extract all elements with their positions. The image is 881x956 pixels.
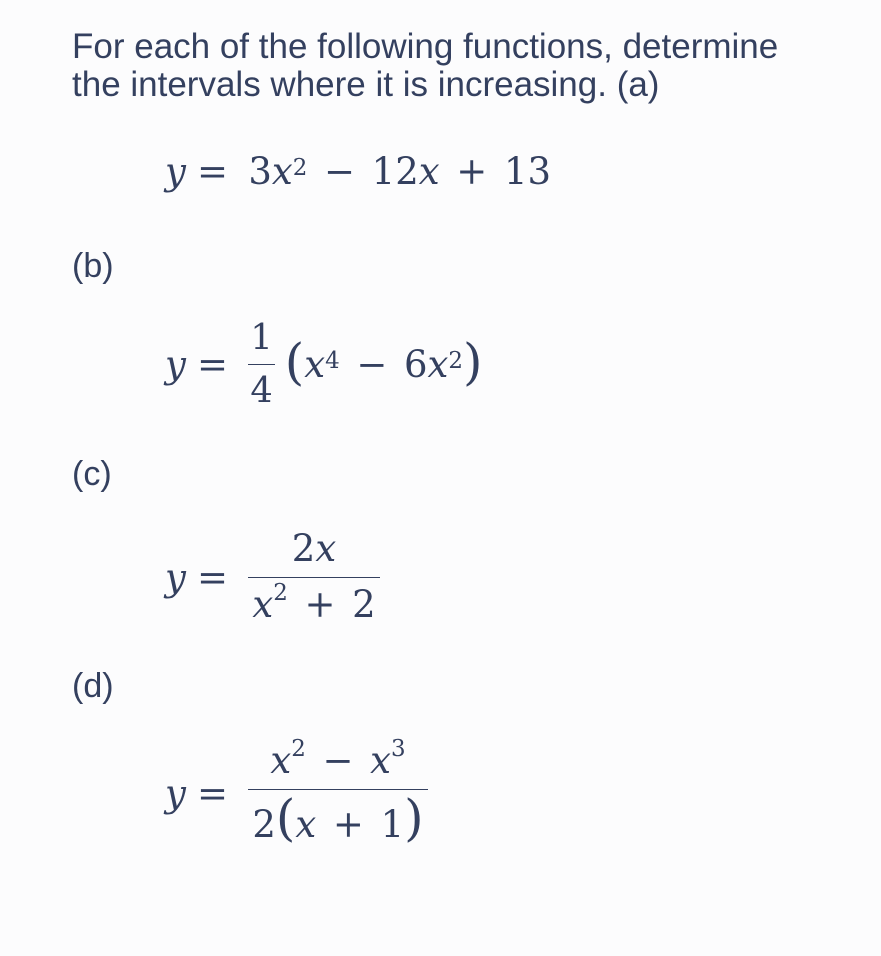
eq-d-den-coef: 2	[252, 802, 276, 846]
eq-d-close-paren: )	[404, 788, 424, 847]
eq-d-num-exp2: 3	[391, 736, 406, 763]
eq-a-var1: x	[271, 150, 293, 193]
eq-d-open-paren: (	[275, 788, 296, 847]
equation-b: y = $\frac{1}{4}$ ( x $^4$ − 6 x $^2$ )	[165, 317, 483, 412]
eq-d-num-var2: x	[370, 739, 391, 782]
part-label-d: (d)	[72, 667, 114, 705]
eq-b-fraction	[248, 318, 274, 412]
eq-c-den-exp: 2	[273, 579, 288, 606]
eq-a-minus: −	[324, 150, 356, 193]
eq-d-num-exp1: 2	[291, 736, 306, 763]
equation-a: y = 3 x $^2$ − 12 x + 13	[165, 150, 552, 193]
prompt-line-2: the intervals where it is increasing. (a)	[72, 65, 660, 104]
eq-b-equals: =	[197, 343, 229, 387]
eq-d-den-const: 1	[380, 802, 405, 846]
eq-c-equals: =	[197, 555, 229, 599]
eq-a-const: 13	[503, 150, 552, 193]
eq-b-coef2: 6	[403, 343, 428, 387]
eq-a-coef2: 12	[371, 150, 419, 193]
part-label-c: (c)	[72, 455, 112, 493]
eq-b-close-paren: )	[462, 332, 483, 391]
eq-c-numerator	[288, 528, 340, 577]
eq-b-lhs: y	[165, 343, 186, 387]
question-prompt	[72, 28, 862, 104]
eq-c-denominator	[248, 577, 379, 627]
eq-a-coef1: 3	[248, 150, 272, 193]
prompt-line-1: For each of the following functions, determine	[72, 27, 779, 66]
eq-b-minus: −	[356, 343, 388, 387]
eq-d-numerator	[266, 736, 409, 789]
eq-d-minus: −	[322, 739, 354, 782]
eq-b-var2: x	[427, 343, 449, 387]
eq-c-fraction	[248, 528, 379, 626]
eq-c-num-var: x	[315, 527, 337, 570]
eq-c-den-const: 2	[352, 582, 376, 626]
equation-c	[165, 528, 380, 626]
eq-d-plus: +	[332, 802, 364, 846]
eq-b-var1: x	[304, 343, 326, 387]
equation-d	[165, 736, 428, 847]
eq-c-den-var: x	[252, 582, 274, 626]
eq-d-equals: =	[197, 771, 229, 815]
eq-c-plus: +	[304, 582, 336, 626]
eq-d-lhs: y	[165, 771, 186, 815]
eq-b-open-paren: (	[284, 332, 305, 391]
eq-a-equals: =	[197, 150, 229, 193]
eq-c-num-coef: 2	[291, 527, 316, 570]
eq-d-num-var1: x	[270, 739, 292, 782]
eq-c-lhs: y	[165, 555, 186, 599]
eq-d-den-var: x	[295, 802, 317, 846]
eq-a-var2: x	[418, 150, 440, 193]
eq-d-fraction	[248, 736, 427, 847]
eq-a-lhs: y	[165, 150, 186, 193]
eq-b-frac-den: 4	[248, 364, 274, 411]
eq-a-plus: +	[456, 150, 488, 193]
eq-d-denominator	[248, 789, 427, 847]
part-label-b: (b)	[72, 247, 114, 285]
eq-b-frac-num: 1	[250, 317, 273, 358]
